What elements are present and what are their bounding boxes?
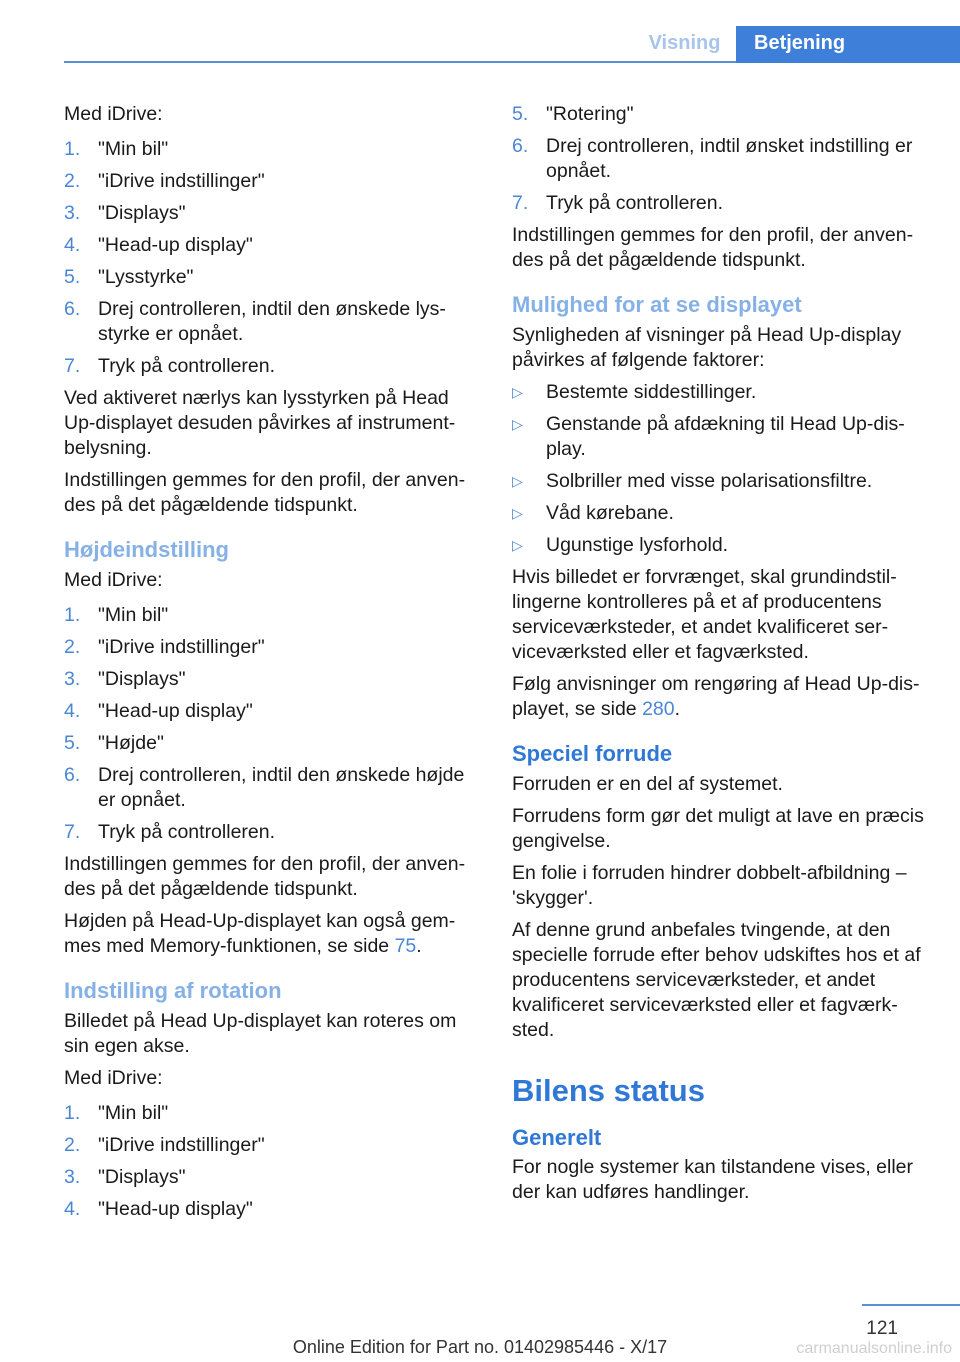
paragraph: Højden på Head-Up-displayet kan også gemmes med Memory-funktionen, se side 75. [64, 910, 456, 957]
list-item: 4. "Head-up display" [64, 1198, 253, 1220]
list-item: ▷ Genstande på afdækning til Head Up-display. [512, 413, 905, 460]
triangle-right-icon: ▷ [512, 537, 523, 553]
paragraph: Forrudens form gør det muligt at lave en præcis gengivelse. [512, 805, 924, 852]
list-item: 3. "Displays" [64, 202, 186, 224]
section-heading-forrude: Speciel forrude [512, 741, 673, 766]
list-item: 4. "Head-up display" [64, 234, 253, 256]
paragraph: Med iDrive: [64, 103, 163, 125]
steps-list-rotation-cont [512, 102, 932, 216]
list-item: 7. Tryk på controlleren. [64, 821, 276, 843]
list-item: ▷ Bestemte siddestillinger. [512, 381, 757, 403]
paragraph: Med iDrive: [64, 569, 163, 591]
triangle-right-icon: ▷ [512, 505, 523, 521]
paragraph: Synligheden af visninger på Head Up-display påvirkes af følgende faktorer: [512, 324, 902, 371]
list-item: ▷ Solbriller med visse polarisationsfiltre. [512, 470, 873, 492]
factors-list [512, 380, 932, 558]
section-heading-generelt: Generelt [512, 1125, 602, 1150]
page-number: 121 [866, 1318, 898, 1339]
list-item: 2. "iDrive indstillinger" [64, 170, 265, 192]
triangle-right-icon: ▷ [512, 416, 523, 432]
list-item: 6. Drej controlleren, indtil den ønskede lysstyrke er opnået. [64, 298, 446, 345]
list-item: 2. "iDrive indstillinger" [64, 636, 265, 658]
paragraph: Forruden er en del af systemet. [512, 773, 783, 795]
edition-text: Online Edition for Part no. 01402985446 - X/17 [292, 1337, 668, 1357]
section-heading-rotation: Indstilling af rotation [64, 978, 282, 1003]
paragraph: Indstillingen gemmes for den profil, der anvendes på det pågældende tidspunkt. [64, 469, 466, 516]
footer-rule [862, 1304, 960, 1306]
steps-list-rotation [64, 1101, 479, 1222]
list-item: 6. Drej controlleren, indtil den ønskede højde er opnået. [64, 764, 465, 811]
left-column [64, 102, 479, 1229]
list-item: ▷ Ugunstige lysforhold. [512, 534, 729, 556]
paragraph: For nogle systemer kan tilstandene vises, eller der kan udføres handlinger. [512, 1156, 914, 1203]
list-item: 5. "Rotering" [512, 103, 634, 125]
chapter-heading-bilens-status: Bilens status [512, 1073, 705, 1108]
list-item: ▷ Våd kørebane. [512, 502, 674, 524]
section-heading-hoejde: Højdeindstilling [64, 537, 229, 562]
tab-visning[interactable]: Visning [648, 32, 721, 54]
paragraph: Ved aktiveret nærlys kan lysstyrken på Head Up-displayet desuden påvirkes af instrumentbelysning. [64, 387, 456, 459]
list-item: 7. Tryk på controlleren. [64, 355, 276, 377]
paragraph: Billedet på Head Up-displayet kan roteres om sin egen akse. [64, 1010, 457, 1057]
paragraph: Med iDrive: [64, 1067, 163, 1089]
paragraph: Indstillingen gemmes for den profil, der anvendes på det pågældende tidspunkt. [512, 224, 914, 271]
triangle-right-icon: ▷ [512, 384, 523, 400]
list-item: 5. "Lysstyrke" [64, 266, 194, 288]
section-heading-mulighed: Mulighed for at se displayet [512, 292, 802, 317]
list-item: 2. "iDrive indstillinger" [64, 1134, 265, 1156]
tab-betjening[interactable]: Betjening [736, 26, 960, 63]
paragraph: Følg anvisninger om rengøring af Head Up-displayet, se side 280. [512, 673, 920, 720]
list-item: 4. "Head-up display" [64, 700, 253, 722]
list-item: 1. "Min bil" [64, 604, 169, 626]
list-item: 7. Tryk på controlleren. [512, 192, 724, 214]
triangle-right-icon: ▷ [512, 473, 523, 489]
steps-list-height [64, 603, 479, 845]
page-link-75[interactable]: 75 [394, 935, 417, 957]
list-item: 1. "Min bil" [64, 138, 169, 160]
list-item: 3. "Displays" [64, 668, 186, 690]
paragraph: Indstillingen gemmes for den profil, der anvendes på det pågældende tidspunkt. [64, 853, 466, 900]
list-item: 1. "Min bil" [64, 1102, 169, 1124]
page-link-280[interactable]: 280 [642, 698, 675, 720]
list-item: 6. Drej controlleren, indtil ønsket indstilling er opnået. [512, 135, 913, 182]
list-item: 3. "Displays" [64, 1166, 186, 1188]
paragraph: Hvis billedet er forvrænget, skal grundindstillingerne kontrolleres på et af producentens serviceværksteder, et andet kvalificeret serviceværksted eller et fagværksted. [512, 566, 897, 663]
watermark: carmanualsonline.info [796, 1340, 952, 1357]
paragraph: Af denne grund anbefales tvingende, at den specielle forrude efter behov udskiftes hos et af producentens serviceværksteder, et andet kvalificeret serviceværksted eller et fagværksted. [512, 919, 921, 1041]
steps-list-brightness [64, 137, 479, 379]
list-item: 5. "Højde" [64, 732, 164, 754]
paragraph: En folie i forruden hindrer dobbelt-afbildning – 'skygger'. [512, 862, 907, 909]
right-column [512, 102, 932, 1212]
